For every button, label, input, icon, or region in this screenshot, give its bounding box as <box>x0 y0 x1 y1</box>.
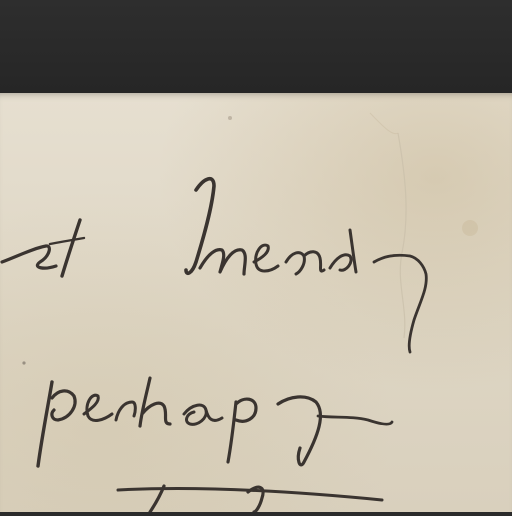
handwritten-line-2 <box>38 378 392 466</box>
handwritten-line-1 <box>2 179 426 352</box>
handwritten-line-3 <box>118 486 382 512</box>
